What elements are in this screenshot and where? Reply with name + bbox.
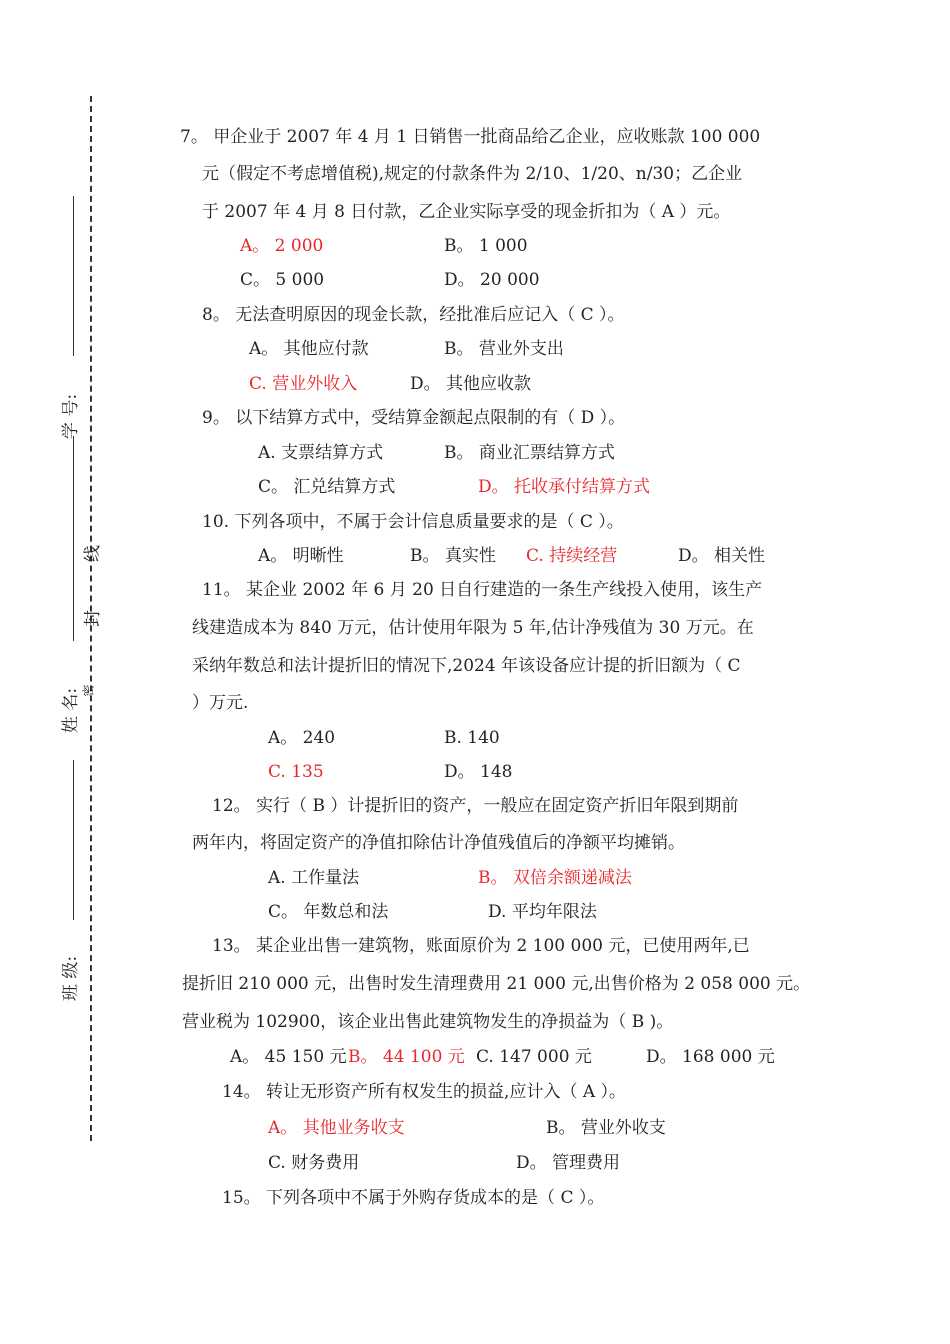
- q10-option-d: D。 相关性: [678, 546, 766, 566]
- q9-option-d: D。 托收承付结算方式: [478, 477, 651, 497]
- q7-option-a: A。 2 000: [240, 236, 324, 256]
- q14-option-c: C. 财务费用: [268, 1153, 360, 1173]
- q11-line1: 11。 某企业 2002 年 6 月 20 日自行建造的一条生产线投入使用，该生产: [202, 580, 763, 600]
- q7-line1: 7。 甲企业于 2007 年 4 月 1 日销售一批商品给乙企业，应收账款 100 000: [180, 127, 761, 147]
- q11-option-c: C. 135: [268, 762, 324, 782]
- q8-option-b: B。 营业外支出: [444, 339, 564, 359]
- q8-option-d: D。 其他应收款: [410, 374, 532, 394]
- q13-option-d: D。 168 000 元: [646, 1047, 775, 1067]
- q9-option-b: B。 商业汇票结算方式: [444, 443, 615, 463]
- q8-stem: 8。 无法查明原因的现金长款，经批准后应记入（ C ）。: [202, 305, 625, 325]
- q11-option-b: B. 140: [444, 728, 500, 748]
- q10-option-b: B。 真实性: [410, 546, 496, 566]
- seal-mi: 密: [81, 684, 96, 697]
- student-id-line: [73, 196, 74, 356]
- q11-line4: ）万元.: [192, 693, 249, 713]
- q12-option-b: B。 双倍余额递减法: [478, 868, 632, 888]
- q9-option-a: A. 支票结算方式: [258, 443, 384, 463]
- q10-stem: 10. 下列各项中，不属于会计信息质量要求的是（ C ）。: [202, 512, 624, 532]
- class-label: 班 级:: [61, 955, 82, 1002]
- q13-line2: 提折旧 210 000 元，出售时发生清理费用 21 000 元,出售价格为 2 058 000 元。: [182, 974, 811, 994]
- name-line-upper: [73, 436, 74, 641]
- q7-option-d: D。 20 000: [444, 270, 540, 290]
- q11-option-d: D。 148: [444, 762, 513, 782]
- q7-option-c: C。 5 000: [240, 270, 325, 290]
- q9-stem: 9。 以下结算方式中，受结算金额起点限制的有（ D ）。: [202, 408, 626, 428]
- class-line: [73, 760, 74, 920]
- q12-option-d: D. 平均年限法: [488, 902, 597, 922]
- q15-stem: 15。 下列各项中不属于外购存货成本的是（ C ）。: [222, 1188, 605, 1208]
- name-label: 姓 名:: [61, 687, 82, 734]
- seal-xian: 线: [83, 545, 103, 562]
- q11-line3: 采纳年数总和法计提折旧的情况下,2024 年该设备应计提的折旧额为（ C: [192, 656, 741, 676]
- q12-line2: 两年内，将固定资产的净值扣除估计净值残值后的净额平均摊销。: [192, 833, 685, 853]
- q12-option-a: A. 工作量法: [268, 868, 360, 888]
- q14-option-a: A。 其他业务收支: [268, 1118, 405, 1138]
- q10-option-a: A。 明晰性: [258, 546, 344, 566]
- q11-option-a: A。 240: [268, 728, 336, 748]
- q7-line2: 元（假定不考虑增值税),规定的付款条件为 2/10、1/20、n/30；乙企业: [202, 164, 743, 184]
- q8-option-a: A。 其他应付款: [249, 339, 369, 359]
- q12-option-c: C。 年数总和法: [268, 902, 389, 922]
- q14-option-b: B。 营业外收支: [546, 1118, 666, 1138]
- q11-line2: 线建造成本为 840 万元，估计使用年限为 5 年,估计净残值为 30 万元。在: [192, 618, 754, 638]
- q7-option-b: B。 1 000: [444, 236, 528, 256]
- q9-option-c: C。 汇兑结算方式: [258, 477, 396, 497]
- q8-option-c: C. 营业外收入: [249, 374, 358, 394]
- q14-option-d: D。 管理费用: [516, 1153, 621, 1173]
- q13-option-a: A。 45 150 元: [230, 1047, 347, 1067]
- q13-line1: 13。 某企业出售一建筑物，账面原价为 2 100 000 元，已使用两年,已: [212, 936, 750, 956]
- q13-line3: 营业税为 102900，该企业出售此建筑物发生的净损益为（ B )。: [182, 1012, 674, 1032]
- q13-option-b: B。 44 100 元: [348, 1047, 465, 1067]
- q10-option-c: C. 持续经营: [526, 546, 618, 566]
- q7-line3: 于 2007 年 4 月 8 日付款，乙企业实际享受的现金折扣为（ A ）元。: [202, 202, 731, 222]
- q14-stem: 14。 转让无形资产所有权发生的损益,应计入（ A ）。: [222, 1082, 627, 1102]
- q12-line1: 12。 实行（ B ）计提折旧的资产，一般应在固定资产折旧年限到期前: [212, 796, 739, 816]
- q13-option-c: C. 147 000 元: [476, 1047, 592, 1067]
- seal-feng: 封: [83, 610, 103, 627]
- student-id-label: 学 号:: [61, 393, 82, 440]
